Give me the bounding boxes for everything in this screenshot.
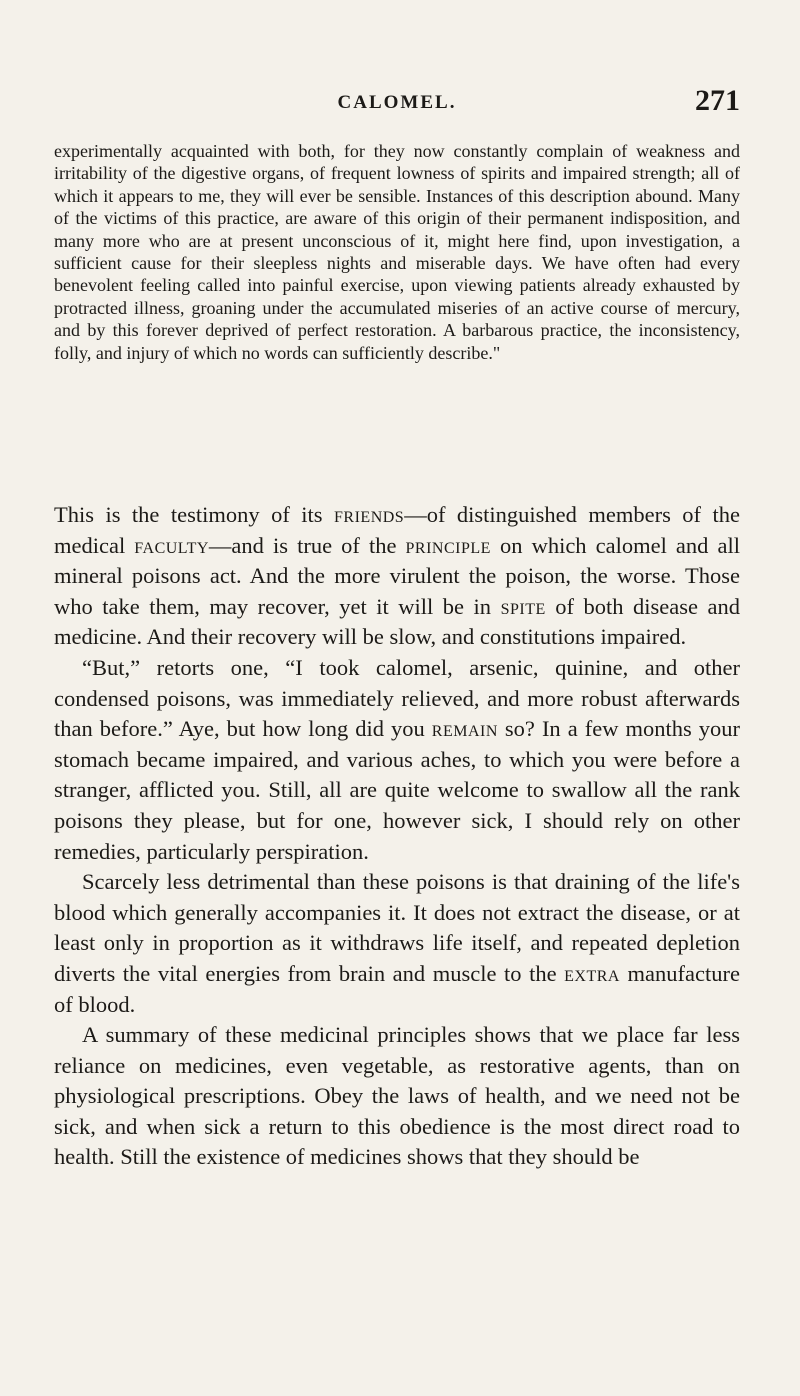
running-title: CALOMEL. <box>337 92 457 113</box>
text-run: —of distinguished members of the medical <box>54 502 740 558</box>
main-body <box>54 500 740 1173</box>
small-caps-word: extra <box>564 960 620 986</box>
page-number: 271 <box>695 84 740 117</box>
text-run: —and is true of the <box>208 532 406 558</box>
text-run: of both disease and medicine. And their recovery will be slow, and constitutions impaired. <box>54 593 740 650</box>
text-run: manufacture of blood. <box>54 960 740 1017</box>
small-caps-word: principle <box>405 532 491 558</box>
running-head <box>54 84 740 124</box>
book-page <box>54 0 740 1396</box>
paragraph-retort <box>54 653 740 867</box>
text-run: so? In a few months your stomach became impaired, and various aches, to which you were before a stranger, afflicted you. Still, all are quite welcome to swallow all the rank poisons they please, but for one, however sick, I should rely on other remedies, particularly perspiration. <box>54 716 740 864</box>
paragraph-testimony <box>54 500 740 653</box>
paragraph-bloodletting <box>54 867 740 1020</box>
text-run: “But,” retorts one, “I took calomel, arsenic, quinine, and other condensed poisons, was immediately relieved, and more robust afterwards than before.” Aye, but how long did you <box>54 654 740 742</box>
small-caps-word: friends <box>334 502 405 527</box>
small-caps-word: faculty <box>134 532 209 558</box>
paragraph-summary <box>54 1020 740 1173</box>
small-caps-word: remain <box>431 716 498 742</box>
text-run: on which calomel and all mineral poisons act. And the more virulent the poison, the worse. Those who take them, may recover, yet it will be in <box>54 532 740 619</box>
small-caps-word: spite <box>500 593 546 619</box>
quoted-passage <box>54 140 740 364</box>
text-run: This is the testimony of its <box>54 502 335 527</box>
text-run: A summary of these medicinal principles shows that we place far less reliance on medicines, even vegetable, as restorative agents, than on physiological prescriptions. Obey the laws of health, and we need not be sick, and when sick a return to this obedience is the most direct road to health. Still the existence of medicines shows that they should be <box>54 1022 740 1170</box>
quote-paragraph: experimentally acquainted with both, for they now constantly complain of weakness and irritability of the digestive organs, of frequent lowness of spirits and impaired strength; all of which it appears to me, they will ever be sensible. Instances of this description abound. Many of the victims of this practice, are aware of this origin of their permanent indisposition, and many more who are at present unconscious of it, might here find, upon investigation, a sufficient cause for their sleepless nights and miserable days. We have often had every benevolent feeling called into painful exercise, upon viewing patients already exhausted by protracted illness, groaning under the accumulated miseries of an active course of mercury, and by this forever deprived of perfect restoration. A barbarous practice, the inconsistency, folly, and injury of which no words can sufficiently describe." <box>54 141 740 363</box>
text-run: Scarcely less detrimental than these poisons is that draining of the life's blood which generally accompanies it. It does not extract the disease, or at least only in proportion as it withdraws life itself, and repeated depletion diverts the vital energies from brain and muscle to the <box>54 869 740 986</box>
